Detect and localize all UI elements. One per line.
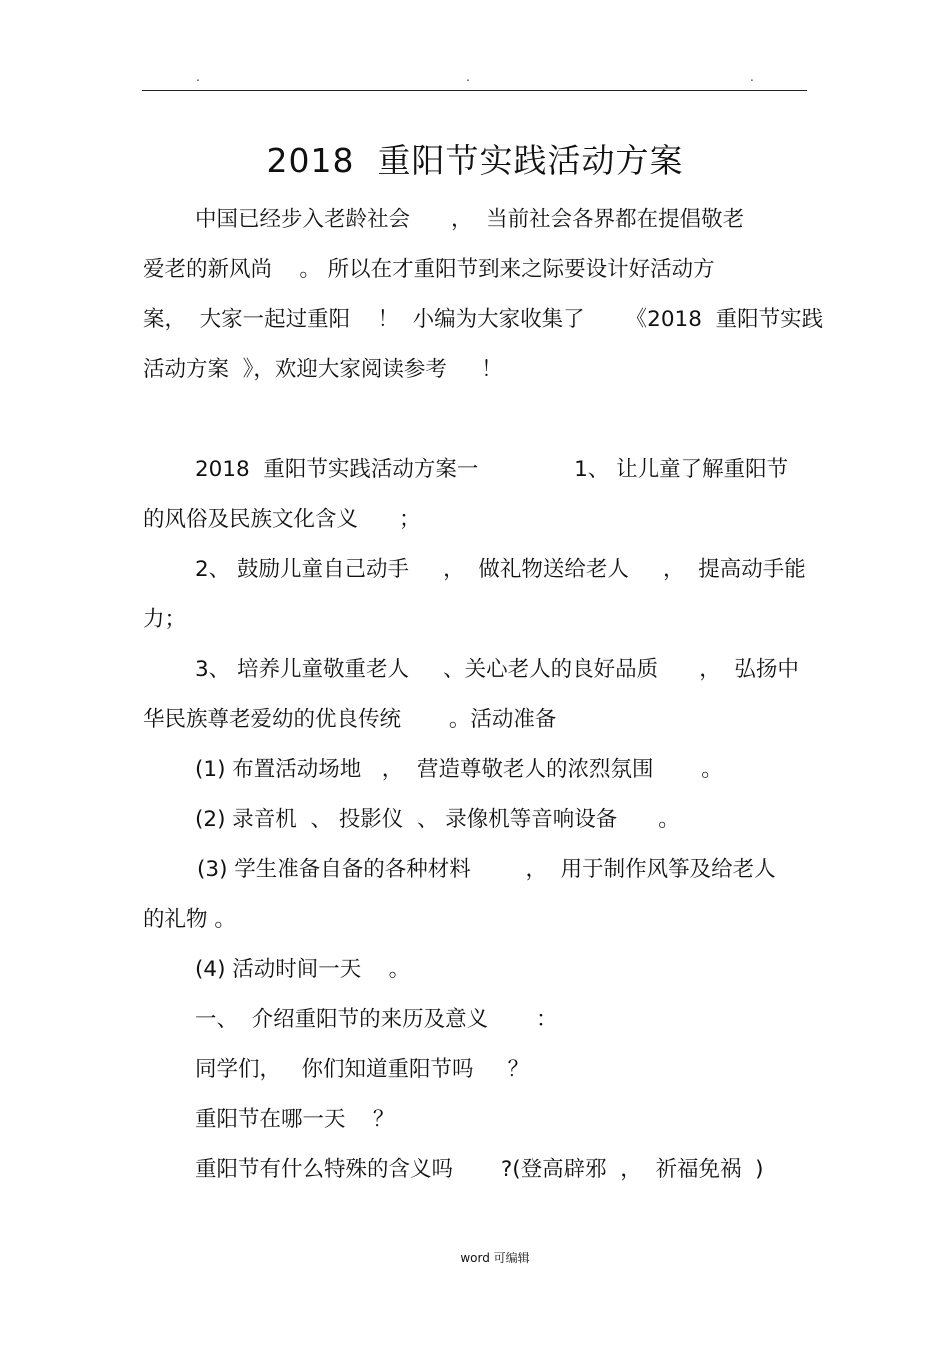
body-line: (4) 活动时间一天 。 (195, 957, 411, 982)
body-line: 重阳节有什么特殊的含义吗 ?(登高辟邪 ， 祈福免祸 ) (195, 1157, 764, 1182)
body-line: 3、 培养儿童敬重老人 、关心老人的良好品质 ， 弘扬中 (195, 657, 799, 682)
body-line: 爱老的新风尚 。 所以在才重阳节到来之际要设计好活动方 (143, 257, 715, 282)
header-dot: . (196, 70, 200, 84)
body-line: 一、 介绍重阳节的来历及意义 ： (195, 1007, 558, 1032)
body-line: (2) 录音机 、 投影仪 、 录像机等音响设备 。 (195, 807, 680, 832)
body-line: (1) 布置活动场地 ， 营造尊敬老人的浓烈氛围 。 (195, 757, 723, 782)
body-line: 活动方案 》，欢迎大家阅读参考 ！ (143, 357, 503, 382)
body-line: 2018 重阳节实践活动方案一 1、 让儿童了解重阳节 (195, 457, 789, 482)
page-footer: word 可编辑 (460, 1251, 530, 1265)
body-line: 力； (143, 607, 187, 632)
body-line: 重阳节在哪一天 ？ (195, 1107, 395, 1132)
body-line: (3) 学生准备自备的各种材料 ， 用于制作风筝及给老人 (197, 857, 776, 882)
body-line: 的风俗及民族文化含义 ； (143, 507, 421, 532)
body-line: 同学们， 你们知道重阳节吗 ？ (195, 1057, 530, 1082)
body-line: 案， 大家一起过重阳 ！ 小编为大家收集了 《2018 重阳节实践 (143, 307, 824, 332)
header-rule (142, 90, 807, 91)
body-line: 华民族尊老爱幼的优良传统 。活动准备 (143, 707, 557, 732)
body-line: 2、 鼓励儿童自己动手 ， 做礼物送给老人 ， 提高动手能 (195, 557, 806, 582)
body-line: 的礼物 。 (143, 907, 236, 932)
body-line: 中国已经步入老龄社会 ， 当前社会各界都在提倡敬老 (195, 207, 745, 232)
header-dot: . (750, 70, 754, 84)
page-title: 2018 重阳节实践活动方案 (266, 141, 684, 180)
header-dot: . (466, 70, 470, 84)
